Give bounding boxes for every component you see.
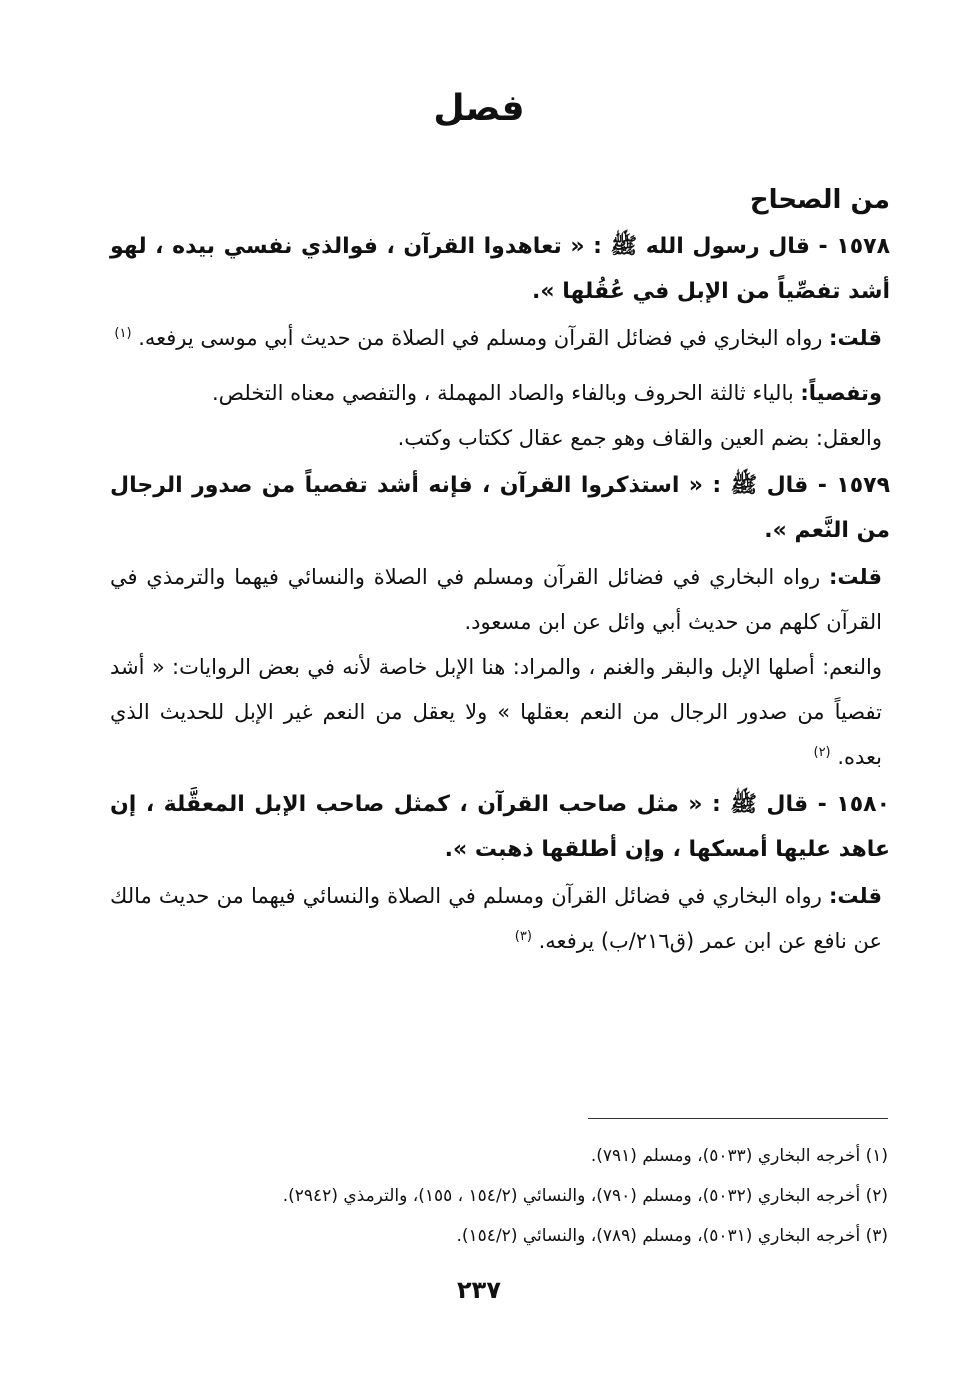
footnote-ref-2: (٢) (813, 745, 831, 760)
qult-text: رواه البخاري في فضائل القرآن ومسلم في الصلاة من حديث أبي موسى يرفعه. (138, 326, 823, 350)
hadith-1580: ١٥٨٠ - قال ﷺ : « مثل صاحب القرآن ، كمثل صاحب الإبل المعقَّلة ، إن عاهد عليها أمسكها ، وإن أطلقها ذهبت ». (110, 792, 890, 862)
note-text: بالياء ثالثة الحروف وبالفاء والصاد المهملة ، والتفصي معناه التخلص. (212, 381, 794, 405)
qult-label: قلت: (829, 884, 882, 908)
footnote-1: (١) أخرجه البخاري (٥٠٣٣)، ومسلم (٧٩١). (590, 1146, 888, 1166)
footnote-3: (٣) أخرجه البخاري (٥٠٣١)، ومسلم (٧٨٩)، والنسائي (١٥٤/٢). (456, 1226, 888, 1246)
note-label: وتفصياً: (800, 381, 882, 405)
commentary-1578 (110, 316, 890, 361)
note-tafassiyan (110, 371, 890, 416)
footnotes (108, 1136, 888, 1256)
footnote-divider (588, 1118, 888, 1119)
qult-label: قلت: (829, 326, 882, 350)
footnote-ref-3: (٣) (514, 929, 532, 944)
commentary-1579 (110, 555, 890, 645)
page-number: ٢٣٧ (457, 1276, 501, 1304)
note-naam (110, 645, 890, 780)
footnote-ref-1: (١) (114, 326, 132, 341)
qult-label: قلت: (829, 565, 882, 589)
footnote-2: (٢) أخرجه البخاري (٥٠٣٢)، ومسلم (٧٩٠)، والنسائي (١٥٤/٢ ، ١٥٥)، والترمذي (٢٩٤٢). (282, 1186, 888, 1206)
hadith-1579: ١٥٧٩ - قال ﷺ : « استذكروا القرآن ، فإنه أشد تفصياً من صدور الرجال من النَّعم ». (110, 473, 890, 543)
hadith-1578: ١٥٧٨ - قال رسول الله ﷺ : « تعاهدوا القرآن ، فوالذي نفسي بيده ، لهو أشد تفصِّياً من الإبل في عُقُلها ». (110, 234, 890, 304)
page-body (110, 178, 890, 964)
qult-text: رواه البخاري في فضائل القرآن ومسلم في الصلاة والنسائي فيهما من حديث مالك عن نافع عن ابن عمر (ق٢١٦/ب) يرفعه. (110, 884, 882, 953)
commentary-1580 (110, 874, 890, 964)
note-aql: والعقل: بضم العين والقاف وهو جمع عقال ككتاب وكتب. (397, 426, 882, 450)
page-title: فصل (433, 88, 525, 129)
note-text: والنعم: أصلها الإبل والبقر والغنم ، والمراد: هنا الإبل خاصة لأنه في بعض الروايات: « أشد تفصياً من صدور الرجال من النعم بعقلها » ولا يعقل من النعم غير الإبل للحديث الذي بعده. (110, 655, 882, 769)
section-heading: من الصحاح (749, 185, 890, 215)
qult-text: رواه البخاري في فضائل القرآن ومسلم في الصلاة والنسائي فيهما والترمذي في القرآن كلهم من حديث أبي وائل عن ابن مسعود. (110, 565, 882, 634)
